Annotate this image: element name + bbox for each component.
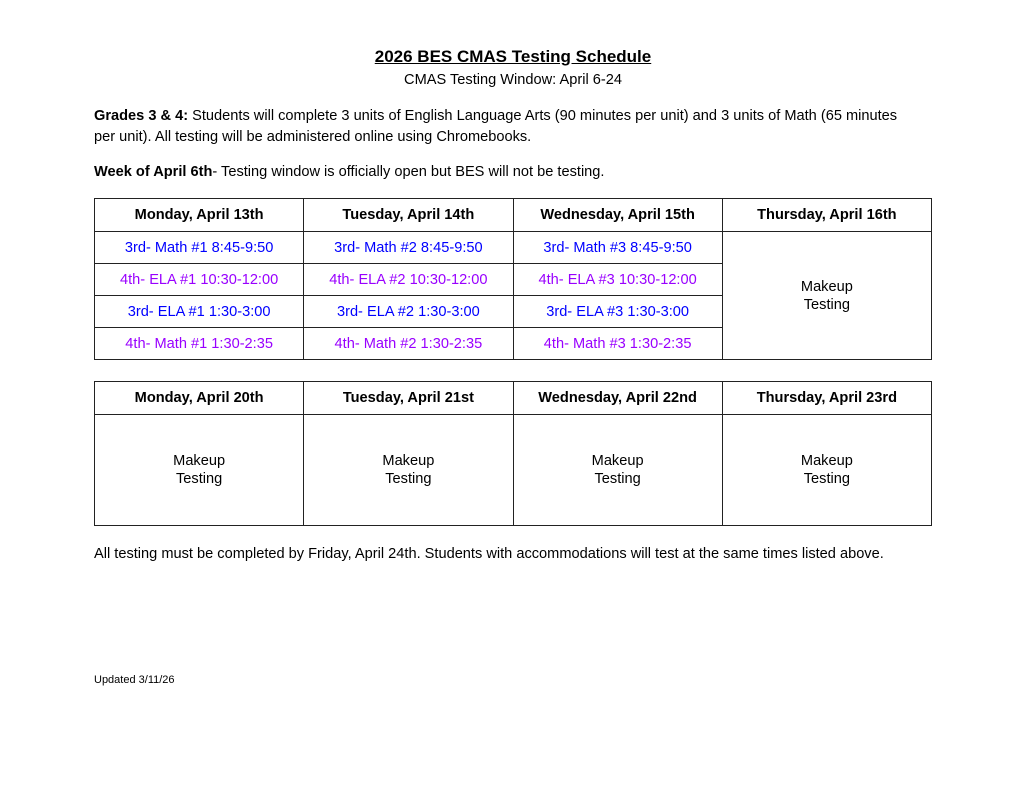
grades-paragraph xyxy=(94,106,904,148)
testing-window-subtitle: CMAS Testing Window: April 6-24 xyxy=(404,72,622,88)
header-cell: Wednesday, April 22nd xyxy=(513,382,722,415)
makeup-line1: Makeup xyxy=(800,453,853,469)
makeup-line1: Makeup xyxy=(591,453,644,469)
makeup-testing-cell xyxy=(95,415,304,526)
makeup-testing-cell xyxy=(722,415,931,526)
header-cell: Thursday, April 16th xyxy=(722,199,931,232)
page-title: 2026 BES CMAS Testing Schedule xyxy=(374,47,652,66)
week1-schedule-table xyxy=(94,198,932,360)
table-row xyxy=(95,232,932,264)
makeup-line2: Testing xyxy=(594,471,641,487)
header-cell: Monday, April 13th xyxy=(95,199,304,232)
session-cell: 4th- Math #2 1:30-2:35 xyxy=(304,328,513,360)
session-cell: 3rd- Math #3 8:45-9:50 xyxy=(513,232,722,264)
session-cell: 4th- Math #1 1:30-2:35 xyxy=(95,328,304,360)
makeup-line2: Testing xyxy=(385,471,432,487)
session-cell: 3rd- ELA #1 1:30-3:00 xyxy=(95,296,304,328)
week2-schedule-table xyxy=(94,381,932,526)
header-cell: Thursday, April 23rd xyxy=(722,382,931,415)
makeup-testing-cell xyxy=(513,415,722,526)
header-cell: Tuesday, April 21st xyxy=(304,382,513,415)
table-row xyxy=(95,415,932,526)
makeup-line2: Testing xyxy=(176,471,223,487)
header-cell: Tuesday, April 14th xyxy=(304,199,513,232)
week-text: - Testing window is officially open but BES will not be testing. xyxy=(212,164,605,180)
grades-text: Students will complete 3 units of English Language Arts (90 minutes per unit) and 3 units of Math (65 minutes per unit). All testing will be administered online using Chromebooks. xyxy=(94,108,898,145)
table-header-row xyxy=(95,199,932,232)
makeup-line2: Testing xyxy=(803,471,850,487)
table-header-row xyxy=(95,382,932,415)
grades-label: Grades 3 & 4: xyxy=(94,108,189,124)
makeup-testing-cell xyxy=(722,232,931,360)
session-cell: 4th- Math #3 1:30-2:35 xyxy=(513,328,722,360)
makeup-line2: Testing xyxy=(803,296,850,313)
session-cell: 3rd- Math #2 8:45-9:50 xyxy=(304,232,513,264)
updated-date: Updated 3/11/26 xyxy=(94,674,175,686)
header-cell: Monday, April 20th xyxy=(95,382,304,415)
session-cell: 3rd- ELA #2 1:30-3:00 xyxy=(304,296,513,328)
session-cell: 3rd- ELA #3 1:30-3:00 xyxy=(513,296,722,328)
session-cell: 4th- ELA #3 10:30-12:00 xyxy=(513,264,722,296)
makeup-line1: Makeup xyxy=(173,453,226,469)
session-cell: 4th- ELA #1 10:30-12:00 xyxy=(95,264,304,296)
closing-paragraph: All testing must be completed by Friday, April 24th. Students with accommodations will test at the same times listed above. xyxy=(94,546,884,562)
week-label: Week of April 6th xyxy=(94,164,213,180)
makeup-testing-cell xyxy=(304,415,513,526)
header-cell: Wednesday, April 15th xyxy=(513,199,722,232)
makeup-line1: Makeup xyxy=(800,278,853,295)
makeup-line1: Makeup xyxy=(382,453,435,469)
session-cell: 3rd- Math #1 8:45-9:50 xyxy=(95,232,304,264)
week-note-paragraph xyxy=(94,162,904,183)
session-cell: 4th- ELA #2 10:30-12:00 xyxy=(304,264,513,296)
